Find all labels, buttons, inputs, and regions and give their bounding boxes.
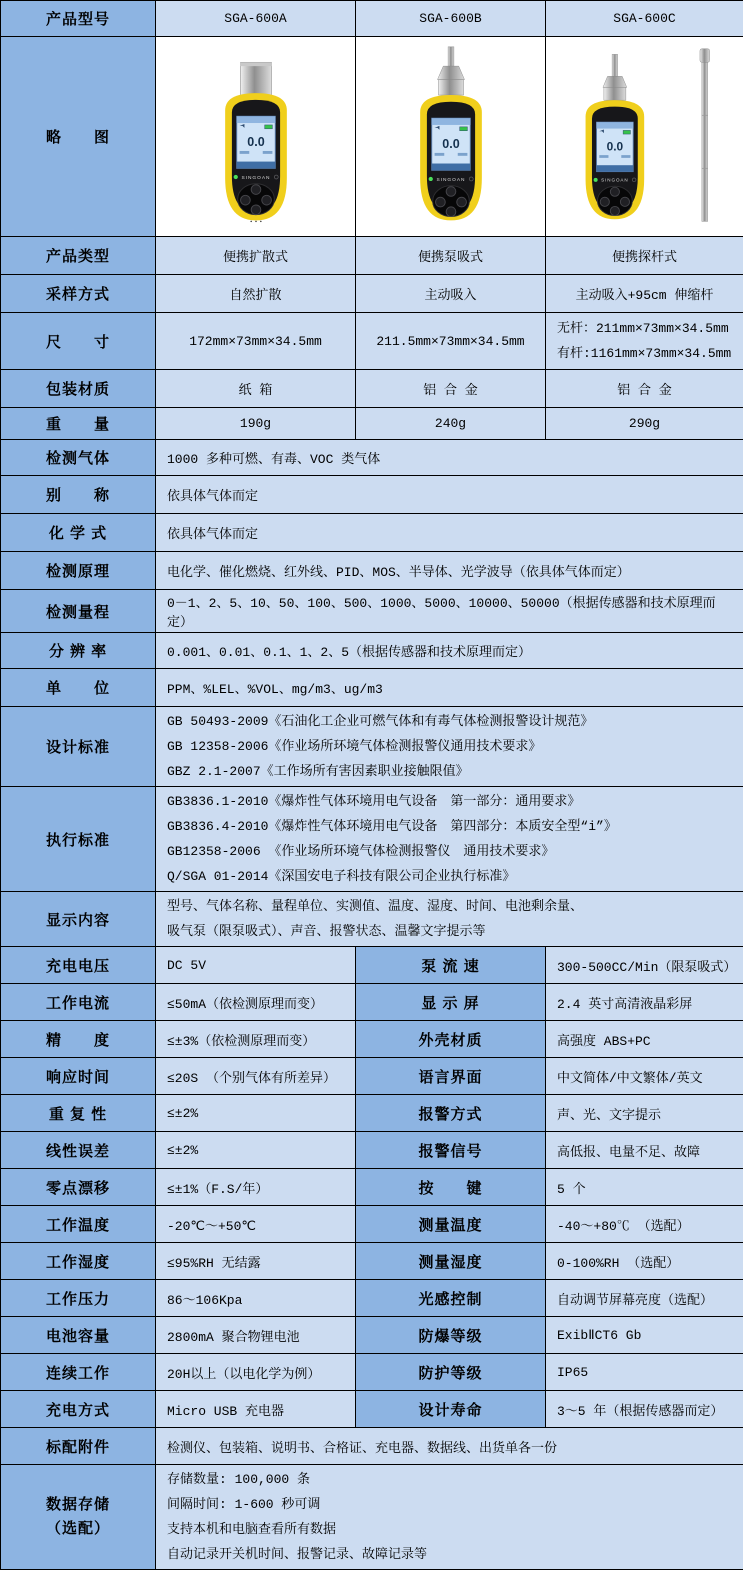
table-row-pair xyxy=(0,946,742,983)
pair-value: ≤±3%（依检测原理而变） xyxy=(155,1020,355,1057)
pair-value: 自动调节屏幕亮度（选配） xyxy=(545,1279,743,1316)
pair-value: 86～106Kpa xyxy=(155,1279,355,1316)
model-name-sga600c: SGA-600C xyxy=(545,0,743,36)
exec-standard-line: GB3836.1-2010《爆炸性气体环境用电气设备 第一部分：通用要求》 xyxy=(167,794,581,809)
table-row-pair xyxy=(0,1390,742,1427)
pair-label: 工作压力 xyxy=(0,1279,155,1316)
status-led xyxy=(233,174,237,178)
keypad-button-enter xyxy=(446,206,456,216)
pair-label: 报警方式 xyxy=(355,1094,545,1131)
data-storage-line: 存储数量: 100,000 条 xyxy=(167,1472,311,1487)
pair-value: 2.4 英寸高清液晶彩屏 xyxy=(545,983,743,1020)
table-row-data-storage xyxy=(0,1464,742,1569)
table-row-pair xyxy=(0,1094,742,1131)
design-standard-line: GBZ 2.1-2007《工作场所有害因素职业接触限值》 xyxy=(167,764,469,779)
probe-cone xyxy=(437,66,464,79)
table-row-pair xyxy=(0,1020,742,1057)
brand-text: SINGOAN xyxy=(241,175,270,181)
range-label: 检测量程 xyxy=(0,589,155,632)
display-content-line: 型号、气体名称、量程单位、实测值、温度、湿度、时间、电池剩余量、 xyxy=(167,899,584,914)
table-row-pair xyxy=(0,1205,742,1242)
size-label: 尺 寸 xyxy=(0,312,155,369)
model-name-sga600a: SGA-600A xyxy=(155,0,355,36)
accessories-value: 检测仪、包装箱、说明书、合格证、充电器、数据线、出货单各一份 xyxy=(155,1427,743,1464)
table-row-weight xyxy=(0,407,742,439)
table-row-size xyxy=(0,312,742,369)
design-standard-line: GB 12358-2006《作业场所环境气体检测报警仪通用技术要求》 xyxy=(167,739,542,754)
pair-label: 工作湿度 xyxy=(0,1242,155,1279)
table-row-pair xyxy=(0,1131,742,1168)
telescopic-rod-tip xyxy=(699,48,709,61)
pair-label: 设计寿命 xyxy=(355,1390,545,1427)
pair-label: 充电电压 xyxy=(0,946,155,983)
pair-value: DC 5V xyxy=(155,946,355,983)
product-photo-sga600c xyxy=(545,36,743,236)
packing-label: 包装材质 xyxy=(0,369,155,407)
keypad-button-up xyxy=(610,187,619,196)
table-row-packing xyxy=(0,369,742,407)
table-row-design-standards xyxy=(0,706,742,786)
pair-label: 防护等级 xyxy=(355,1353,545,1390)
pair-label: 按 键 xyxy=(355,1168,545,1205)
pair-label: 报警信号 xyxy=(355,1131,545,1168)
exec-standard-line: Q/SGA 01-2014《深国安电子科技有限公司企业执行标准》 xyxy=(167,869,516,884)
pair-label: 外壳材质 xyxy=(355,1020,545,1057)
principle-value: 电化学、催化燃烧、红外线、PID、MOS、半导体、光学波导（依具体气体而定） xyxy=(155,551,743,589)
alias-label: 别 称 xyxy=(0,475,155,513)
keypad-button-right xyxy=(620,197,629,206)
pair-value: -40～+80℃ （选配） xyxy=(545,1205,743,1242)
pair-label: 电池容量 xyxy=(0,1316,155,1353)
pair-label: 连续工作 xyxy=(0,1353,155,1390)
gas-value: 1000 多种可燃、有毒、VOC 类气体 xyxy=(155,439,743,475)
battery-icon xyxy=(623,130,630,134)
product-type-a: 便携扩散式 xyxy=(155,236,355,274)
exec-standard-line: GB3836.4-2010《爆炸性气体环境用电气设备 第四部分：本质安全型“i”》 xyxy=(167,819,617,834)
table-row-display-content xyxy=(0,891,742,946)
pair-label: 精 度 xyxy=(0,1020,155,1057)
table-row-pair xyxy=(0,1279,742,1316)
data-storage-line: 支持本机和电脑查看所有数据 xyxy=(167,1522,337,1537)
table-row-pair xyxy=(0,1057,742,1094)
pair-value: 高低报、电量不足、故障 xyxy=(545,1131,743,1168)
pair-value: ≤±2% xyxy=(155,1094,355,1131)
table-row-product-type xyxy=(0,236,742,274)
table-row-pair xyxy=(0,1242,742,1279)
table-row-accessories xyxy=(0,1427,742,1464)
data-storage-label-line1: 数据存储 xyxy=(45,1496,110,1513)
screen-reading: 0.0 xyxy=(441,136,460,151)
pair-value: 0-100%RH （选配） xyxy=(545,1242,743,1279)
pair-label: 显 示 屏 xyxy=(355,983,545,1020)
formula-value: 依具体气体而定 xyxy=(155,513,743,551)
pair-label: 线性误差 xyxy=(0,1131,155,1168)
pair-value: 高强度 ABS+PC xyxy=(545,1020,743,1057)
sketch-label: 略 图 xyxy=(0,36,155,236)
battery-icon xyxy=(264,124,272,128)
exec-standards-value xyxy=(155,786,743,891)
brand-text: SINGOAN xyxy=(600,177,629,183)
sampling-b: 主动吸入 xyxy=(355,274,545,312)
pair-value: -20℃～+50℃ xyxy=(155,1205,355,1242)
sensor-cylinder xyxy=(603,87,625,100)
design-standard-line: GB 50493-2009《石油化工企业可燃气体和有毒气体检测报警设计规范》 xyxy=(167,714,594,729)
sampling-label: 采样方式 xyxy=(0,274,155,312)
product-type-b: 便携泵吸式 xyxy=(355,236,545,274)
telescopic-rod xyxy=(701,62,707,221)
pair-label: 泵 流 速 xyxy=(355,946,545,983)
exec-standard-line: GB12358-2006 《作业场所环境气体检测报警仪 通用技术要求》 xyxy=(167,844,555,859)
pair-value: 声、光、文字提示 xyxy=(545,1094,743,1131)
size-c xyxy=(545,312,743,369)
weight-label: 重 量 xyxy=(0,407,155,439)
weight-b: 240g xyxy=(355,407,545,439)
table-row-pair xyxy=(0,1168,742,1205)
gas-detector-pump-image xyxy=(388,43,514,231)
pair-label: 重 复 性 xyxy=(0,1094,155,1131)
packing-b: 铝 合 金 xyxy=(355,369,545,407)
formula-label: 化 学 式 xyxy=(0,513,155,551)
product-photo-sga600b xyxy=(355,36,545,236)
design-standards-label: 设计标准 xyxy=(0,706,155,786)
screen-reading: 0.0 xyxy=(606,139,623,154)
pair-label: 响应时间 xyxy=(0,1057,155,1094)
product-photo-sga600a xyxy=(155,36,355,236)
gas-detector-probe-image xyxy=(561,43,729,231)
range-value: 0－1、2、5、10、50、100、500、1000、5000、10000、50000（根据传感器和技术原理而定） xyxy=(155,589,743,632)
unit-value: PPM、%LEL、%VOL、mg/m3、ug/m3 xyxy=(155,668,743,706)
pair-label: 零点漂移 xyxy=(0,1168,155,1205)
pair-label: 光感控制 xyxy=(355,1279,545,1316)
keypad-button-left xyxy=(240,195,250,205)
display-content-value xyxy=(155,891,743,946)
status-led xyxy=(593,177,597,181)
table-row-exec-standards xyxy=(0,786,742,891)
gas-detector-diffusion-image xyxy=(193,43,319,231)
data-storage-line: 间隔时间: 1-600 秒可调 xyxy=(167,1497,321,1512)
pair-label: 语言界面 xyxy=(355,1057,545,1094)
keypad-button-right xyxy=(456,197,466,207)
design-standards-value xyxy=(155,706,743,786)
size-b: 211.5mm×73mm×34.5mm xyxy=(355,312,545,369)
pair-label: 测量温度 xyxy=(355,1205,545,1242)
resolution-value: 0.001、0.01、0.1、1、2、5（根据传感器和技术原理而定） xyxy=(155,632,743,668)
sensor-cylinder xyxy=(438,79,463,94)
battery-icon xyxy=(459,126,467,130)
pair-value: Micro USB 充电器 xyxy=(155,1390,355,1427)
pair-value: ≤±2% xyxy=(155,1131,355,1168)
sensor-cylinder xyxy=(240,62,271,95)
pair-value: 3～5 年（根据传感器而定） xyxy=(545,1390,743,1427)
brand-text: SINGOAN xyxy=(436,177,465,183)
data-storage-value xyxy=(155,1464,743,1569)
packing-c: 铝 合 金 xyxy=(545,369,743,407)
pair-label: 工作电流 xyxy=(0,983,155,1020)
packing-a: 纸 箱 xyxy=(155,369,355,407)
display-content-line: 吸气泵（限泵吸式）、声音、报警状态、温馨文字提示等 xyxy=(167,924,486,939)
device-group xyxy=(585,54,644,219)
size-c-line2: 有杆:1161mm×73mm×34.5mm xyxy=(557,346,732,361)
pair-value: ≤95%RH 无结露 xyxy=(155,1242,355,1279)
pair-value: 2800mA 聚合物锂电池 xyxy=(155,1316,355,1353)
table-row-alias xyxy=(0,475,742,513)
table-row-resolution xyxy=(0,632,742,668)
weight-a: 190g xyxy=(155,407,355,439)
keypad-button-left xyxy=(435,197,445,207)
size-c-line1: 无杆：211mm×73mm×34.5mm xyxy=(557,321,729,336)
probe-rod xyxy=(612,54,617,76)
table-row-unit xyxy=(0,668,742,706)
keypad-button-enter xyxy=(251,204,261,214)
product-type-c: 便携探杆式 xyxy=(545,236,743,274)
sampling-c: 主动吸入+95cm 伸缩杆 xyxy=(545,274,743,312)
product-type-label: 产品类型 xyxy=(0,236,155,274)
pair-value: IP65 xyxy=(545,1353,743,1390)
table-row-pair xyxy=(0,1316,742,1353)
display-content-label: 显示内容 xyxy=(0,891,155,946)
pair-label: 防爆等级 xyxy=(355,1316,545,1353)
probe-rod xyxy=(448,46,454,65)
table-row-range xyxy=(0,589,742,632)
keypad-button-up xyxy=(251,184,261,194)
pair-value: ExibⅡCT6 Gb xyxy=(545,1316,743,1353)
alias-value: 依具体气体而定 xyxy=(155,475,743,513)
model-name-sga600b: SGA-600B xyxy=(355,0,545,36)
probe-cone xyxy=(602,76,626,87)
exec-standards-label: 执行标准 xyxy=(0,786,155,891)
data-storage-line: 自动记录开关机时间、报警记录、故障记录等 xyxy=(167,1547,428,1562)
table-row-formula xyxy=(0,513,742,551)
data-storage-label-line2: （选配） xyxy=(45,1520,110,1537)
pair-label: 工作温度 xyxy=(0,1205,155,1242)
accessories-label: 标配附件 xyxy=(0,1427,155,1464)
data-storage-label xyxy=(0,1464,155,1569)
keypad-button-left xyxy=(600,197,609,206)
weight-c: 290g xyxy=(545,407,743,439)
unit-label: 单 位 xyxy=(0,668,155,706)
table-row-sampling xyxy=(0,274,742,312)
pair-label: 测量湿度 xyxy=(355,1242,545,1279)
gas-label: 检测气体 xyxy=(0,439,155,475)
screen-reading: 0.0 xyxy=(246,134,265,149)
pair-label: 充电方式 xyxy=(0,1390,155,1427)
pair-value: 5 个 xyxy=(545,1168,743,1205)
pair-value: ≤20S （个别气体有所差异） xyxy=(155,1057,355,1094)
product-model-label: 产品型号 xyxy=(0,0,155,36)
principle-label: 检测原理 xyxy=(0,551,155,589)
keypad-button-up xyxy=(446,186,456,196)
sampling-a: 自然扩散 xyxy=(155,274,355,312)
table-row-gas xyxy=(0,439,742,475)
pair-value: ≤50mA（依检测原理而变） xyxy=(155,983,355,1020)
table-row-principle xyxy=(0,551,742,589)
table-row-sketch xyxy=(0,36,742,236)
table-row-header xyxy=(0,0,742,36)
pair-value: 20H以上（以电化学为例） xyxy=(155,1353,355,1390)
resolution-label: 分 辨 率 xyxy=(0,632,155,668)
keypad-button-right xyxy=(261,195,271,205)
pair-value: 中文简体/中文繁体/英文 xyxy=(545,1057,743,1094)
keypad-button-enter xyxy=(610,206,619,215)
size-a: 172mm×73mm×34.5mm xyxy=(155,312,355,369)
pair-value: ≤±1%（F.S/年） xyxy=(155,1168,355,1205)
table-row-pair xyxy=(0,983,742,1020)
status-led xyxy=(428,176,432,180)
table-row-pair xyxy=(0,1353,742,1390)
pair-value: 300-500CC/Min（限泵吸式） xyxy=(545,946,743,983)
